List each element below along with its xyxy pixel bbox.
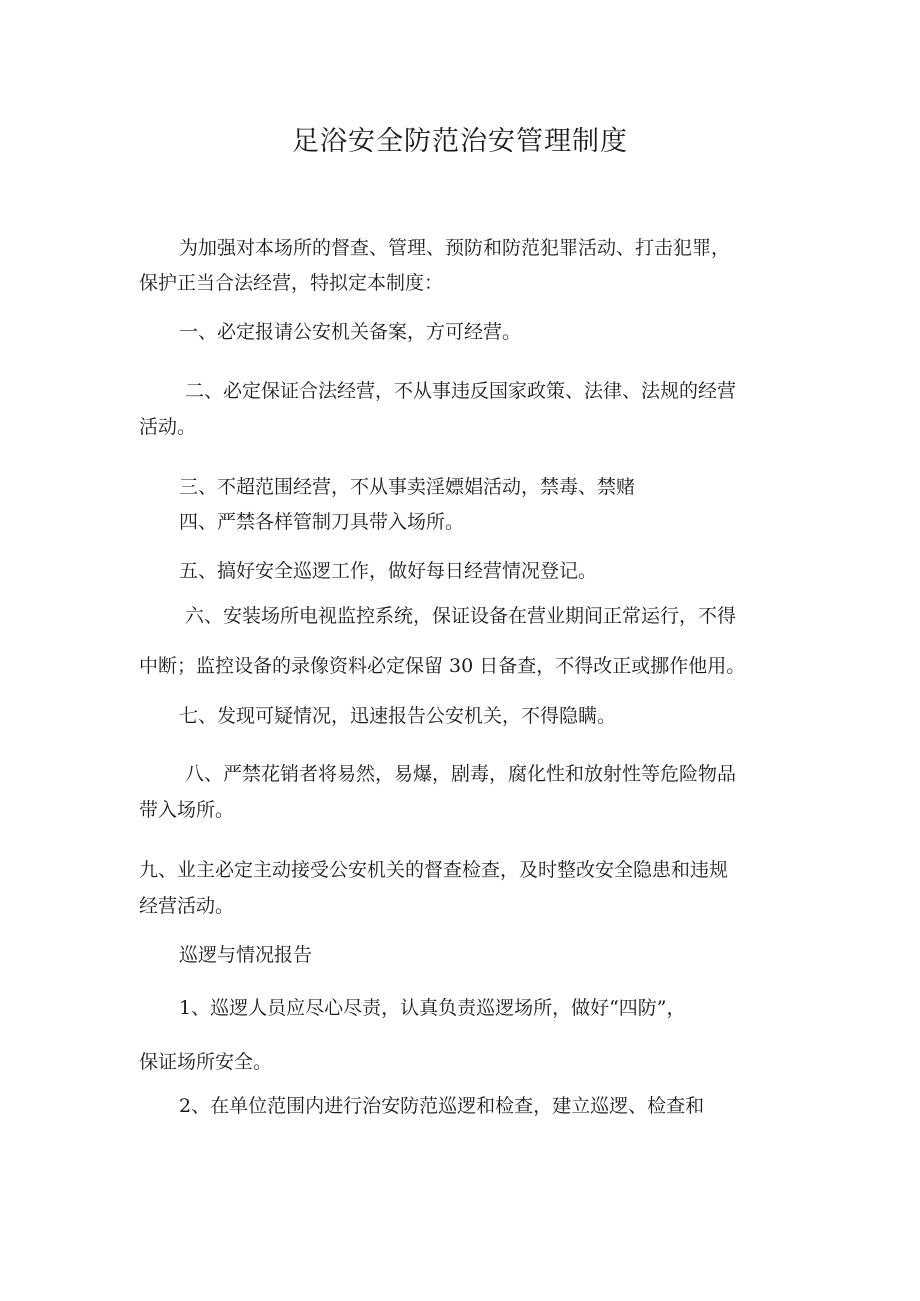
paragraph-line: 五、搞好安全巡逻工作，做好每日经营情况登记。 xyxy=(179,560,598,582)
document-title: 足浴安全防范治安管理制度 xyxy=(292,126,628,157)
paragraph-line: 九、业主必定主动接受公安机关的督查检查，及时整改安全隐患和违规 xyxy=(139,859,729,881)
paragraph-line: 为加强对本场所的督查、管理、预防和防范犯罪活动、打击犯罪， xyxy=(179,237,731,259)
paragraph-line: 中断；监控设备的录像资料必定保留 30 日备查，不得改正或挪作他用。 xyxy=(139,655,746,677)
paragraph-line: 保护正当合法经营，特拟定本制度： xyxy=(139,272,444,294)
section-heading: 巡逻与情况报告 xyxy=(179,944,313,966)
paragraph-line: 一、必定报请公安机关备案，方可经营。 xyxy=(179,321,522,343)
paragraph-line: 活动。 xyxy=(139,416,197,438)
paragraph-line: 八、严禁花销者将易然，易爆，剧毒，腐化性和放射性等危险物品 xyxy=(185,763,737,785)
paragraph-line: 二、必定保证合法经营，不从事违反国家政策、法律、法规的经营 xyxy=(185,380,737,402)
paragraph-line: 三、不超范围经营，不从事卖淫嫖娼活动，禁毒、禁赌 xyxy=(179,476,636,498)
paragraph-line: 2、在单位范围内进行治安防范巡逻和检查，建立巡逻、检查和 xyxy=(179,1095,705,1117)
paragraph-line: 七、发现可疑情况，迅速报告公安机关，不得隐瞒。 xyxy=(179,705,617,727)
paragraph-line: 带入场所。 xyxy=(139,799,235,821)
paragraph-line: 四、严禁各样管制刀具带入场所。 xyxy=(179,511,465,533)
paragraph-line: 经营活动。 xyxy=(139,895,235,917)
paragraph-line: 六、安装场所电视监控系统，保证设备在营业期间正常运行，不得 xyxy=(185,605,737,627)
paragraph-line: 保证场所安全。 xyxy=(139,1051,273,1073)
paragraph-line: 1、巡逻人员应尽心尽责，认真负责巡逻场所，做好“四防”， xyxy=(179,997,686,1019)
